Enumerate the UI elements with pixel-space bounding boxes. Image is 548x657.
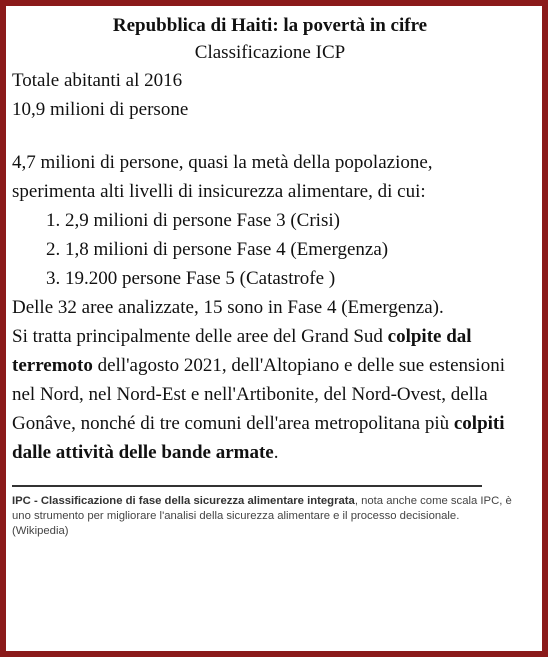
footnote-text: , nota anche come scala IPC, è uno strumento per migliorare l'analisi della sicurezza alimentare e il processo decisionale. (Wikipedia) bbox=[12, 495, 512, 537]
divider bbox=[12, 485, 482, 487]
population-label: Totale abitanti al 2016 bbox=[12, 70, 183, 91]
phase-list bbox=[12, 206, 528, 293]
areas-bold-gangs: colpiti dalle attività delle bande armate bbox=[12, 413, 505, 463]
page-subtitle: Classificazione ICP bbox=[194, 42, 346, 63]
areas-text-start: Si tratta principalmente delle aree del Grand Sud bbox=[12, 326, 388, 347]
page-title: Repubblica di Haiti: la povertà in cifre bbox=[112, 15, 428, 36]
spacer bbox=[12, 124, 528, 148]
areas-summary: Delle 32 aree analizzate, 15 sono in Fase 4 (Emergenza). bbox=[12, 297, 444, 318]
population-value: 10,9 milioni di persone bbox=[12, 99, 189, 120]
areas-bold-earthquake: colpite dal terremoto bbox=[12, 326, 472, 376]
areas-description bbox=[12, 322, 528, 467]
phase-item-5: 3. 19.200 persone Fase 5 (Catastrofe ) bbox=[65, 264, 528, 293]
phase-item-3: 1. 2,9 milioni di persone Fase 3 (Crisi) bbox=[65, 206, 528, 235]
footnote-term: IPC - Classificazione di fase della sicurezza alimentare integrata bbox=[12, 495, 355, 507]
footnote bbox=[12, 494, 512, 539]
areas-text-middle: dell'agosto 2021, dell'Altopiano e delle sue estensioni nel Nord, nel Nord-Est e nell'Artibonite, del Nord-Ovest, della Gonâve, nonché di tre comuni dell'area metropolitana più bbox=[12, 355, 505, 434]
infobox-content bbox=[12, 12, 528, 539]
phase-item-4: 2. 1,8 milioni di persone Fase 4 (Emergenza) bbox=[65, 235, 528, 264]
food-insecurity-intro: 4,7 milioni di persone, quasi la metà della popolazione, bbox=[12, 152, 433, 173]
areas-text-end: . bbox=[273, 442, 279, 463]
food-insecurity-intro-cont: sperimenta alti livelli di insicurezza alimentare, di cui: bbox=[12, 181, 426, 202]
